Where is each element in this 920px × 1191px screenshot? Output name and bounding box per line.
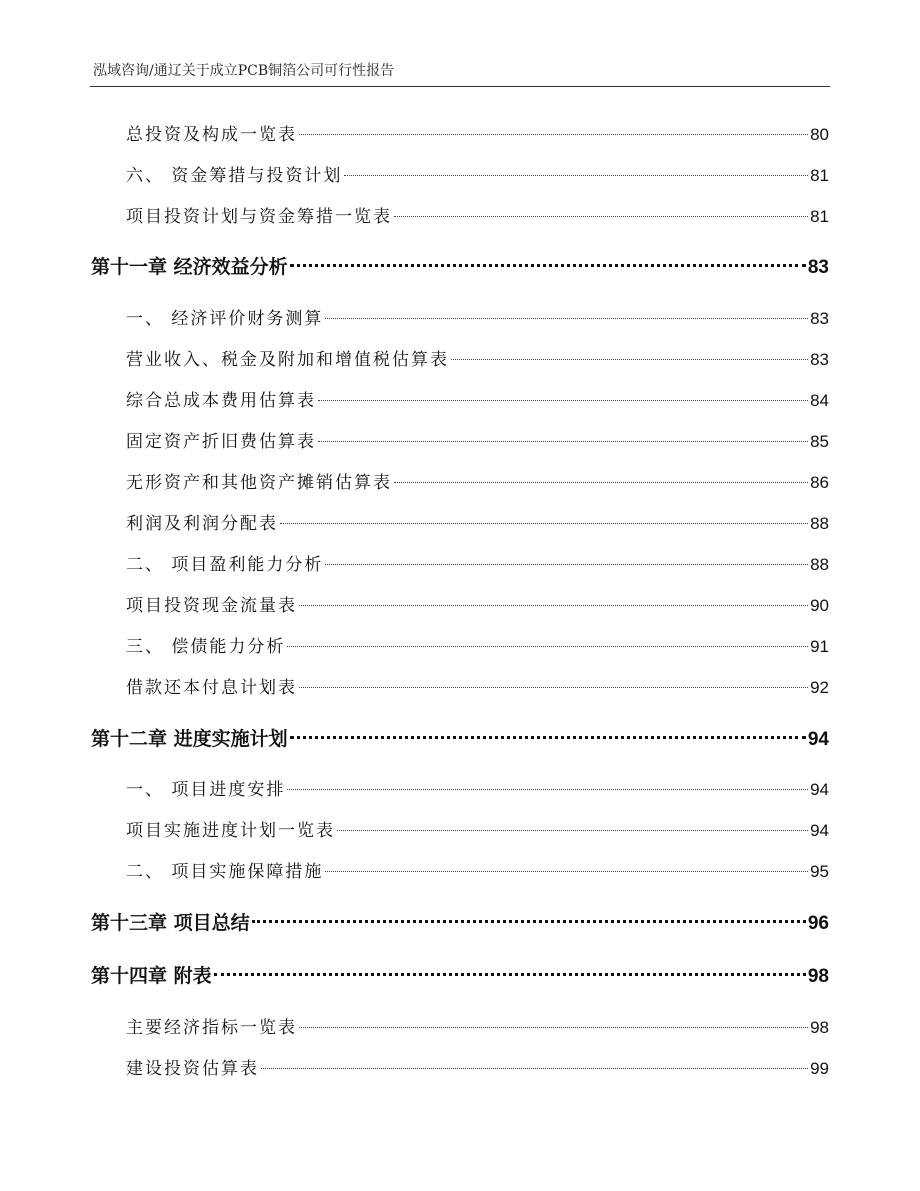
toc-page-number: 94	[807, 729, 829, 750]
toc-entry[interactable]	[126, 817, 829, 845]
toc-leader-dots	[261, 1068, 808, 1069]
toc-entry-label: 第十一章 经济效益分析	[91, 256, 288, 278]
toc-entry-label: 总投资及构成一览表	[126, 125, 297, 145]
toc-entry-label: 借款还本付息计划表	[126, 678, 297, 698]
toc-entry[interactable]	[126, 633, 829, 661]
toc-entry-label: 二、 项目实施保障措施	[126, 862, 324, 882]
toc-entry-label: 第十四章 附表	[91, 965, 212, 987]
toc-entry-label: 综合总成本费用估算表	[126, 391, 316, 411]
toc-entry[interactable]	[126, 510, 829, 538]
toc-leader-dots	[214, 973, 806, 976]
toc-entry[interactable]	[126, 428, 829, 456]
toc-leader-dots	[299, 605, 808, 606]
toc-leader-dots	[299, 687, 808, 688]
toc-leader-dots	[325, 871, 808, 872]
toc-entry-label: 项目实施进度计划一览表	[126, 821, 335, 841]
header-divider	[90, 86, 830, 87]
toc-leader-dots	[280, 523, 808, 524]
toc-entry-label: 主要经济指标一览表	[126, 1018, 297, 1038]
toc-entry[interactable]	[126, 858, 829, 886]
toc-leader-dots	[337, 830, 808, 831]
toc-entry[interactable]	[126, 162, 829, 190]
toc-page-number: 98	[807, 966, 829, 987]
toc-page-number: 88	[810, 514, 829, 533]
toc-leader-dots	[290, 736, 806, 739]
toc-entry-label: 第十二章 进度实施计划	[91, 728, 288, 750]
toc-entry[interactable]	[126, 346, 829, 374]
toc-leader-dots	[299, 134, 808, 135]
toc-leader-dots	[299, 1027, 808, 1028]
toc-page-number: 85	[810, 432, 829, 451]
toc-entry-label: 第十三章 项目总结	[91, 912, 250, 934]
toc-entry[interactable]	[126, 387, 829, 415]
toc-entry[interactable]	[126, 1014, 829, 1042]
toc-page-number: 94	[810, 821, 829, 840]
toc-leader-dots	[318, 441, 808, 442]
toc-leader-dots	[344, 175, 808, 176]
toc-entry-label: 六、 资金筹措与投资计划	[126, 166, 343, 186]
toc-entry-label: 建设投资估算表	[126, 1059, 259, 1079]
toc-entry-label: 一、 项目进度安排	[126, 780, 286, 800]
toc-page-number: 80	[810, 125, 829, 144]
toc-page-number: 94	[810, 780, 829, 799]
toc-entry-label: 无形资产和其他资产摊销估算表	[126, 473, 392, 493]
toc-leader-dots	[287, 789, 808, 790]
toc-chapter-entry[interactable]	[91, 253, 829, 281]
toc-entry[interactable]	[126, 469, 829, 497]
toc-leader-dots	[290, 264, 806, 267]
toc-chapter-entry[interactable]	[91, 909, 829, 937]
toc-chapter-entry[interactable]	[91, 962, 829, 990]
toc-entry-label: 二、 项目盈利能力分析	[126, 555, 324, 575]
toc-leader-dots	[318, 400, 808, 401]
toc-leader-dots	[287, 646, 808, 647]
toc-leader-dots	[451, 359, 808, 360]
toc-entry[interactable]	[126, 674, 829, 702]
toc-entry-label: 固定资产折旧费估算表	[126, 432, 316, 452]
toc-page-number: 92	[810, 678, 829, 697]
toc-page-number: 99	[810, 1059, 829, 1078]
toc-page-number: 86	[810, 473, 829, 492]
toc-entry-label: 项目投资计划与资金筹措一览表	[126, 207, 392, 227]
toc-page-number: 88	[810, 555, 829, 574]
toc-chapter-entry[interactable]	[91, 725, 829, 753]
toc-entry[interactable]	[126, 1055, 829, 1083]
page-header: 泓域咨询/通辽关于成立PCB铜箔公司可行性报告	[93, 63, 395, 79]
toc-entry-label: 项目投资现金流量表	[126, 596, 297, 616]
toc-entry[interactable]	[126, 203, 829, 231]
toc-page-number: 98	[810, 1018, 829, 1037]
toc-entry-label: 三、 偿债能力分析	[126, 637, 286, 657]
toc-page-number: 83	[810, 309, 829, 328]
toc-leader-dots	[325, 318, 808, 319]
toc-page-number: 83	[807, 257, 829, 278]
toc-entry-label: 利润及利润分配表	[126, 514, 278, 534]
toc-page-number: 96	[807, 913, 829, 934]
toc-leader-dots	[394, 482, 808, 483]
toc-page-number: 81	[810, 207, 829, 226]
toc-leader-dots	[252, 920, 806, 923]
toc-page-number: 84	[810, 391, 829, 410]
toc-entry-label: 营业收入、税金及附加和增值税估算表	[126, 350, 449, 370]
toc-page-number: 95	[810, 862, 829, 881]
toc-entry[interactable]	[126, 121, 829, 149]
toc-entry[interactable]	[126, 776, 829, 804]
toc-page-number: 83	[810, 350, 829, 369]
toc-entry[interactable]	[126, 592, 829, 620]
toc-entry[interactable]	[126, 305, 829, 333]
toc-page-number: 81	[810, 166, 829, 185]
toc-page-number: 90	[810, 596, 829, 615]
toc-entry[interactable]	[126, 551, 829, 579]
toc-page-number: 91	[810, 637, 829, 656]
toc-leader-dots	[325, 564, 808, 565]
toc-leader-dots	[394, 216, 808, 217]
toc-entry-label: 一、 经济评价财务测算	[126, 309, 324, 329]
